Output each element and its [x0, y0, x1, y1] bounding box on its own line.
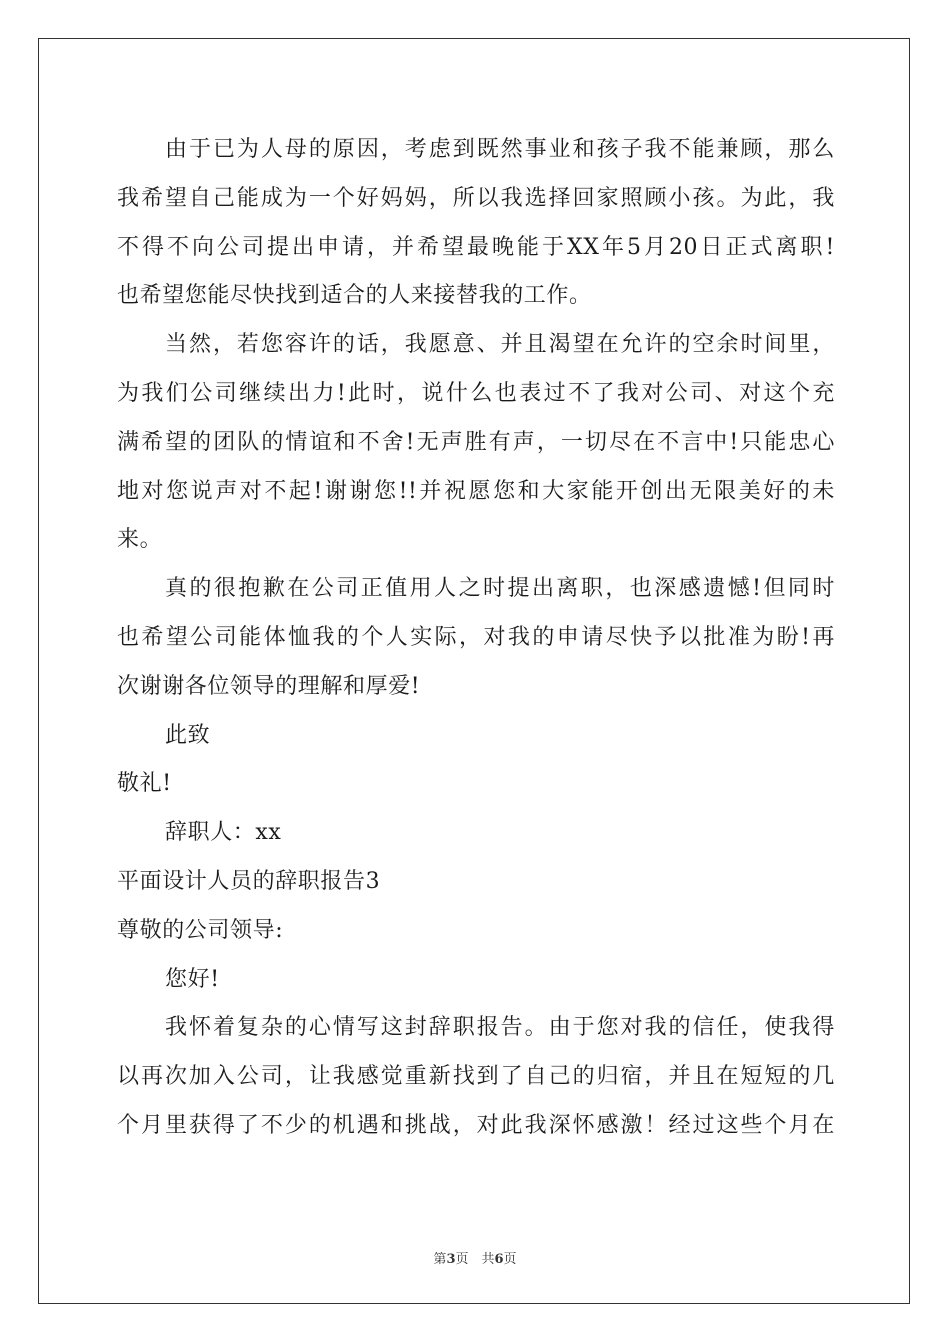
paragraph-line: 不得不向公司提出申请，并希望最晚能于XX年5月20日正式离职!: [117, 234, 835, 260]
section-title: 平面设计人员的辞职报告3: [117, 868, 381, 894]
page-prefix: 第: [433, 1252, 447, 1267]
paragraph-line: 也希望公司能体恤我的个人实际，对我的申请尽快予以批准为盼!再: [117, 624, 835, 650]
paragraph-line: 为我们公司继续出力!此时，说什么也表过不了我对公司、对这个充: [117, 380, 835, 406]
page-suffix: 页: [503, 1252, 517, 1267]
closing-phrase: 此致: [165, 722, 211, 748]
paragraph-line: 个月里获得了不少的机遇和挑战，对此我深怀感激！经过这些个月在: [117, 1112, 835, 1138]
paragraph-line: 次谢谢各位领导的理解和厚爱!: [117, 673, 421, 699]
page-footer: [0, 1248, 950, 1267]
salutation: 尊敬的公司领导:: [117, 917, 284, 943]
paragraph-line: 地对您说声对不起!谢谢您!!并祝愿您和大家能开创出无限美好的未: [117, 478, 835, 504]
greeting: 您好!: [165, 966, 220, 992]
document-body: [117, 126, 835, 1151]
paragraph-line: 真的很抱歉在公司正值用人之时提出离职，也深感遗憾!但同时: [165, 576, 835, 602]
paragraph-line: 我希望自己能成为一个好妈妈，所以我选择回家照顾小孩。为此，我: [117, 185, 835, 211]
paragraph-line: 当然，若您容许的话，我愿意、并且渴望在允许的空余时间里，: [165, 332, 835, 358]
paragraph-line: 来。: [117, 527, 163, 553]
paragraph-line: 满希望的团队的情谊和不舍!无声胜有声，一切尽在不言中!只能忠心: [117, 429, 835, 455]
paragraph-line: 也希望您能尽快找到适合的人来接替我的工作。: [117, 283, 592, 309]
signature: 辞职人：xx: [165, 820, 282, 846]
paragraph-line: 以再次加入公司，让我感觉重新找到了自己的归宿，并且在短短的几: [117, 1064, 835, 1090]
closing-salute: 敬礼!: [117, 771, 172, 797]
paragraph-line: 我怀着复杂的心情写这封辞职报告。由于您对我的信任，使我得: [165, 1015, 835, 1041]
page-mid: 页 共: [455, 1252, 495, 1267]
paragraph-line: 由于已为人母的原因，考虑到既然事业和孩子我不能兼顾，那么: [165, 137, 835, 162]
page-total: 6: [494, 1252, 504, 1267]
page-current: 3: [446, 1252, 456, 1267]
